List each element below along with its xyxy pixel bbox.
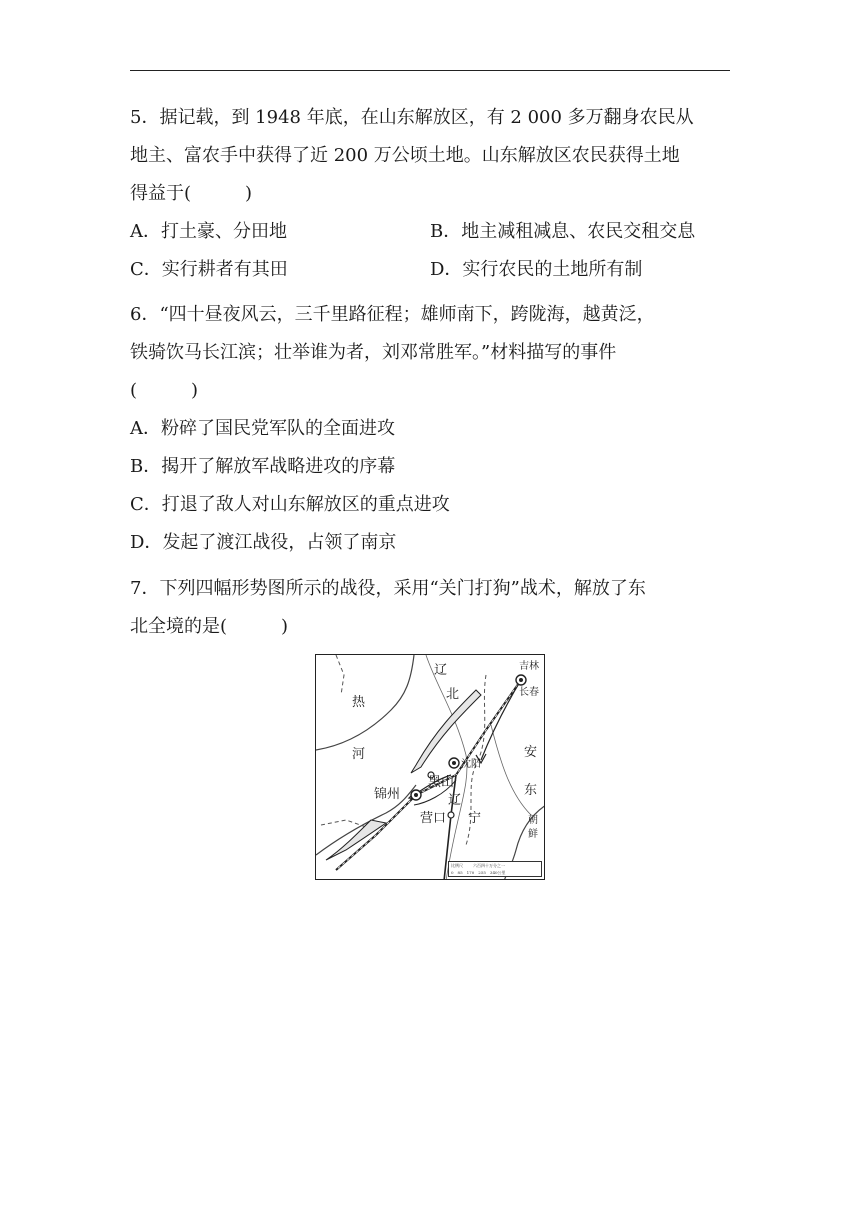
question-5-stem-line-2: 地主、富农手中获得了近 200 万公顷土地。山东解放区农民获得土地 [130,145,680,166]
map-label-changchun: 长春 [519,687,539,698]
city-changchun-dot [519,678,523,682]
border-3 [321,820,366,827]
question-5-option-b[interactable]: B．地主减租减息、农民交租交息 [430,221,696,242]
question-6-option-d[interactable]: D．发起了渡江战役，占领了南京 [130,532,397,553]
map-scale-ticks: 0 85 170 255 340公里 [451,870,506,875]
liaoshen-campaign-map [315,654,545,880]
question-7-stem-line-2: 北全境的是( ) [130,616,289,637]
question-7-stem-line-1: 7．下列四幅形势图所示的战役，采用“关门打狗”战术，解放了东 [130,578,646,599]
question-5-option-c[interactable]: C．实行耕者有其田 [130,259,288,280]
map-label-dong: 东 [524,783,538,798]
question-6-stem-line-3: ( ) [130,380,199,401]
city-jinzhou-dot [414,793,418,797]
city-yingkou-marker [448,812,454,818]
map-label-jinzhou: 锦州 [374,787,401,802]
question-6-stem-line-2: 铁骑饮马长江滨；壮举谁为者，刘邓常胜军。”材料描写的事件 [130,342,617,363]
question-5-stem-line-1: 5．据记载，到 1948 年底，在山东解放区，有 2 000 多万翻身农民从 [130,107,694,128]
question-6 [130,296,730,562]
map-label-yingkou: 营口 [420,811,447,826]
map-label-heishan: 黑山 [428,775,455,790]
question-6-stem-line-1: 6．“四十昼夜风云，三千里路征程；雄师南下，跨陇海，越黄泛， [130,304,655,325]
question-6-option-c[interactable]: C．打退了敌人对山东解放区的重点进攻 [130,494,450,515]
question-6-option-b[interactable]: B．揭开了解放军战略进攻的序幕 [130,456,396,477]
question-5-option-a[interactable]: A．打土豪、分田地 [130,221,287,242]
map-label-bei: 北 [446,687,460,702]
map-label-he: 河 [352,747,366,762]
question-6-option-a[interactable]: A．粉碎了国民党军队的全面进攻 [130,418,395,439]
map-graphics [316,655,545,880]
map-label-liao-2: 辽 [448,793,462,808]
river-east [491,725,531,815]
map-label-an: 安 [524,745,538,760]
map-label-jilin: 吉林 [519,661,539,672]
map-label-re: 热 [352,695,366,710]
question-5-option-d[interactable]: D．实行农民的土地所有制 [430,259,643,280]
question-5 [130,99,730,289]
question-5-options-row-1 [130,213,730,251]
question-7 [130,570,730,646]
question-5-options-row-2 [130,251,730,289]
map-label-liao-1: 辽 [434,663,448,678]
map-label-shenyang: 沈阳 [461,759,481,770]
map-label-ning: 宁 [468,811,482,826]
map-label-chaoxian-2: 鲜 [528,829,538,840]
enemy-arrow-1 [481,680,521,760]
map-label-chaoxian-1: 朝 [528,815,538,826]
question-5-stem-line-3: 得益于( ) [130,183,253,204]
map-scale-label: 比例尺 [451,863,463,868]
map-scale-title: 六百四十万分之一 [473,863,505,868]
header-rule [130,70,730,71]
city-shenyang-dot [452,761,456,765]
border-1 [336,655,344,695]
map-scale-bar [448,861,542,877]
pla-advance-arrow-2 [326,820,386,860]
